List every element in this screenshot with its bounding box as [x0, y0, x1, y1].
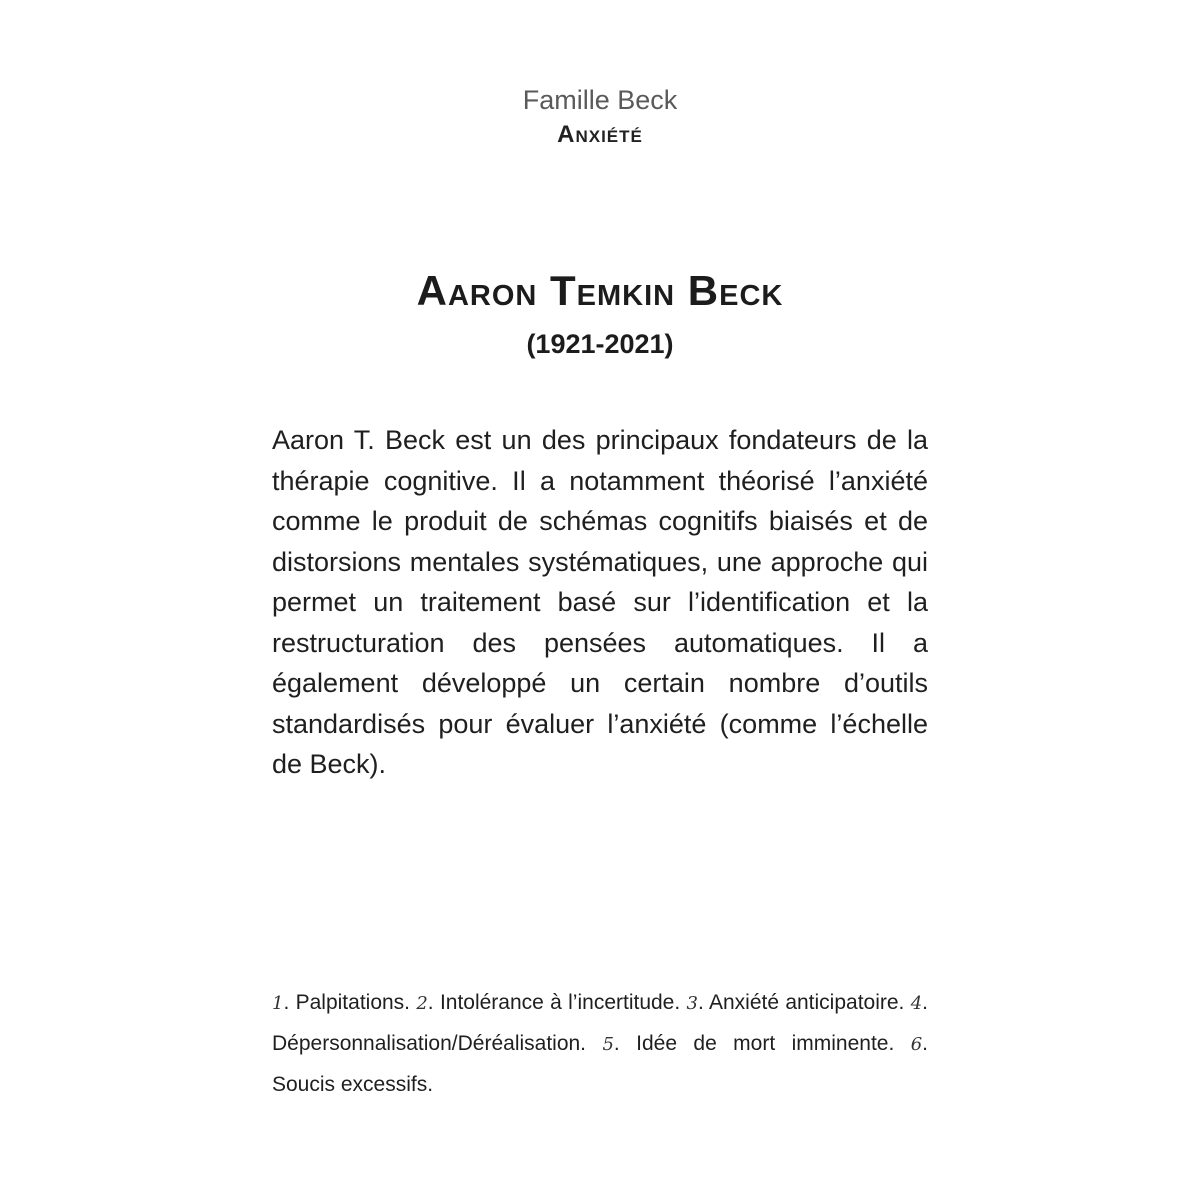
- title-block: [0, 262, 1200, 368]
- footnote-text: Palpitations.: [295, 991, 411, 1014]
- footnote-number: 5: [602, 1034, 614, 1055]
- footnote-text: Idée de mort imminente.: [636, 1032, 895, 1055]
- footnote-number: 2: [416, 993, 428, 1014]
- footnote-number: 4: [910, 993, 923, 1014]
- family-label: Famille Beck: [522, 85, 678, 115]
- footnote-text: Soucis excessifs.: [272, 1073, 434, 1096]
- category-label: Anxiété: [557, 121, 643, 148]
- person-name: Aaron Temkin Beck: [416, 267, 784, 314]
- footnote-text: Intolérance à l’incertitude.: [439, 991, 681, 1014]
- footnote-text: Dépersonnalisation/Déréalisation.: [272, 1032, 587, 1055]
- footnote-text: Anxiété anticipatoire.: [708, 991, 905, 1014]
- footnote-number: 6: [910, 1034, 923, 1055]
- footnote-number: 3: [686, 993, 698, 1014]
- footnotes: 1. Palpitations. 2. Intolérance à l’incertitude. 3. Anxiété anticipatoire. 4. Dépersonnalisation/Déréalisation. 5. Idée de mort imminente. 6. Soucis excessifs.: [272, 991, 929, 1096]
- biography-paragraph: Aaron T. Beck est un des principaux fondateurs de la thérapie cognitive. Il a notamment théorisé l’anxiété comme le produit de schémas cognitifs biaisés et de distorsions mentales systématiques, une approche qui permet un traitement basé sur l’identification et la restructuration des pensées automatiques. Il a également développé un certain nombre d’outils standardisés pour évaluer l’anxiété (comme l’échelle de Beck).: [272, 425, 928, 779]
- person-dates: (1921-2021): [526, 329, 674, 359]
- card-header: [0, 82, 1200, 152]
- footnote-number: 1: [272, 993, 284, 1014]
